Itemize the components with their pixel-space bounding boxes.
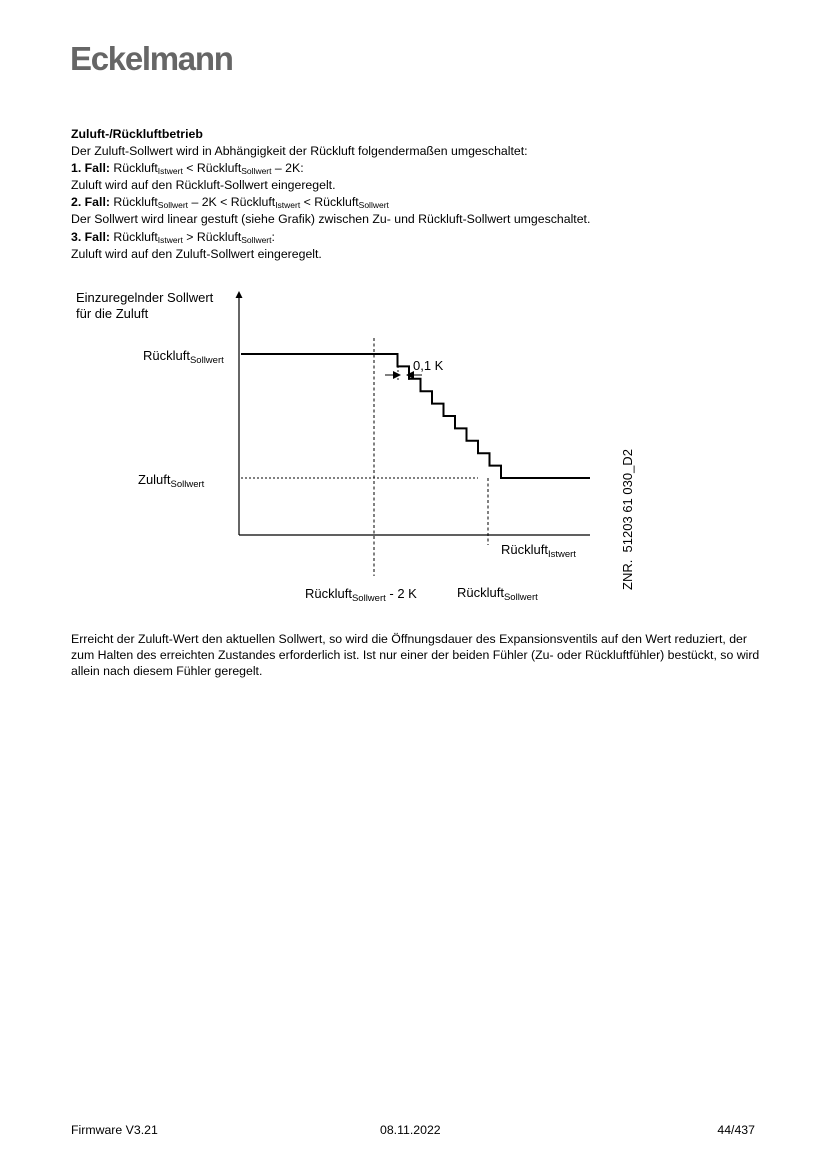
case-2-result: Der Sollwert wird linear gestuft (siehe Grafik) zwischen Zu- und Rückluft-Sollwert umgeschaltet. — [71, 212, 591, 227]
case-2-sub: Istwert — [275, 200, 301, 211]
footer-firmware: Firmware V3.21 — [71, 1123, 158, 1137]
case-3-term: Rückluft — [196, 229, 242, 244]
case-3-sub: Istwert — [157, 234, 183, 245]
case-3-result: Zuluft wird auf den Zuluft-Sollwert eingeregelt. — [71, 246, 322, 261]
case-1-operator: < — [182, 161, 197, 176]
case-1-condition — [71, 160, 761, 177]
case-2-term: Rückluft — [314, 195, 359, 210]
marker-label-sollwert: Rückluft$_{Sollwert}$ — [457, 585, 538, 603]
footer-date: 08.11.2022 — [380, 1123, 441, 1137]
case-1-result: Zuluft wird auf den Rückluft-Sollwert eingeregelt. — [71, 178, 336, 193]
case-2-sub: Sollwert — [157, 200, 189, 211]
case-2-operator: – 2K < — [188, 195, 231, 210]
footer-page-number: 44/437 — [717, 1123, 755, 1137]
case-2-label: 2. Fall: — [71, 195, 110, 210]
case-3-condition — [71, 229, 761, 246]
case-2-operator: < — [300, 195, 315, 210]
eckelmann-logo: Eckelmann — [70, 40, 233, 77]
y-axis-title-line2: für die Zuluft — [76, 306, 149, 321]
step-width-label: 0,1 K — [413, 358, 444, 373]
section-title: Zuluft-/Rückluftbetrieb — [71, 127, 203, 141]
drawing-number: ZNR. 51203 61 030_D2 — [620, 449, 635, 590]
case-2-condition — [71, 194, 761, 211]
y-axis-title-line1: Einzuregelnder Sollwert — [76, 290, 214, 305]
case-3-label: 3. Fall: — [71, 229, 110, 244]
case-1-term: Rückluft — [113, 161, 158, 176]
case-2-term: Rückluft — [113, 195, 158, 210]
y-axis-arrow-icon — [236, 291, 243, 298]
case-1-sub: Sollwert — [241, 166, 272, 177]
case-1-tail: – 2K: — [271, 161, 304, 176]
case-1-sub: Istwert — [157, 166, 183, 177]
case-3-term: Rückluft — [113, 229, 158, 244]
case-3-sub: Sollwert — [241, 234, 272, 245]
case-2-sub: Sollwert — [358, 200, 389, 211]
lower-level-label: Zuluft$_{Sollwert}$ — [138, 472, 205, 490]
upper-level-label: Rückluft$_{Sollwert}$ — [143, 348, 224, 366]
case-3-tail: : — [271, 229, 275, 244]
case-1-label: 1. Fall: — [71, 161, 110, 176]
case-2-term: Rückluft — [230, 195, 276, 210]
marker-label-sollwert-minus-2k: Rückluft$_{Sollwert}$ - 2 K — [305, 586, 417, 604]
x-axis-label: Rückluft$_{Istwert}$ — [501, 542, 576, 560]
closing-paragraph: Erreicht der Zuluft-Wert den aktuellen Sollwert, so wird die Öffnungsdauer des Expansionsventils auf den Wert reduziert, der zum Halten des erreichten Zustandes erforderlich ist. Ist nur einer der beiden Fühler (Zu- oder Rückluftfühler) bestückt, so wird allein nach diesem Fühler geregelt. — [71, 632, 760, 679]
case-1-term: Rückluft — [196, 161, 242, 176]
intro-text: Der Zuluft-Sollwert wird in Abhängigkeit der Rückluft folgendermaßen umgeschaltet: — [71, 144, 528, 159]
setpoint-step-curve — [241, 354, 590, 478]
case-3-operator: > — [182, 229, 197, 244]
section-text — [71, 126, 761, 263]
